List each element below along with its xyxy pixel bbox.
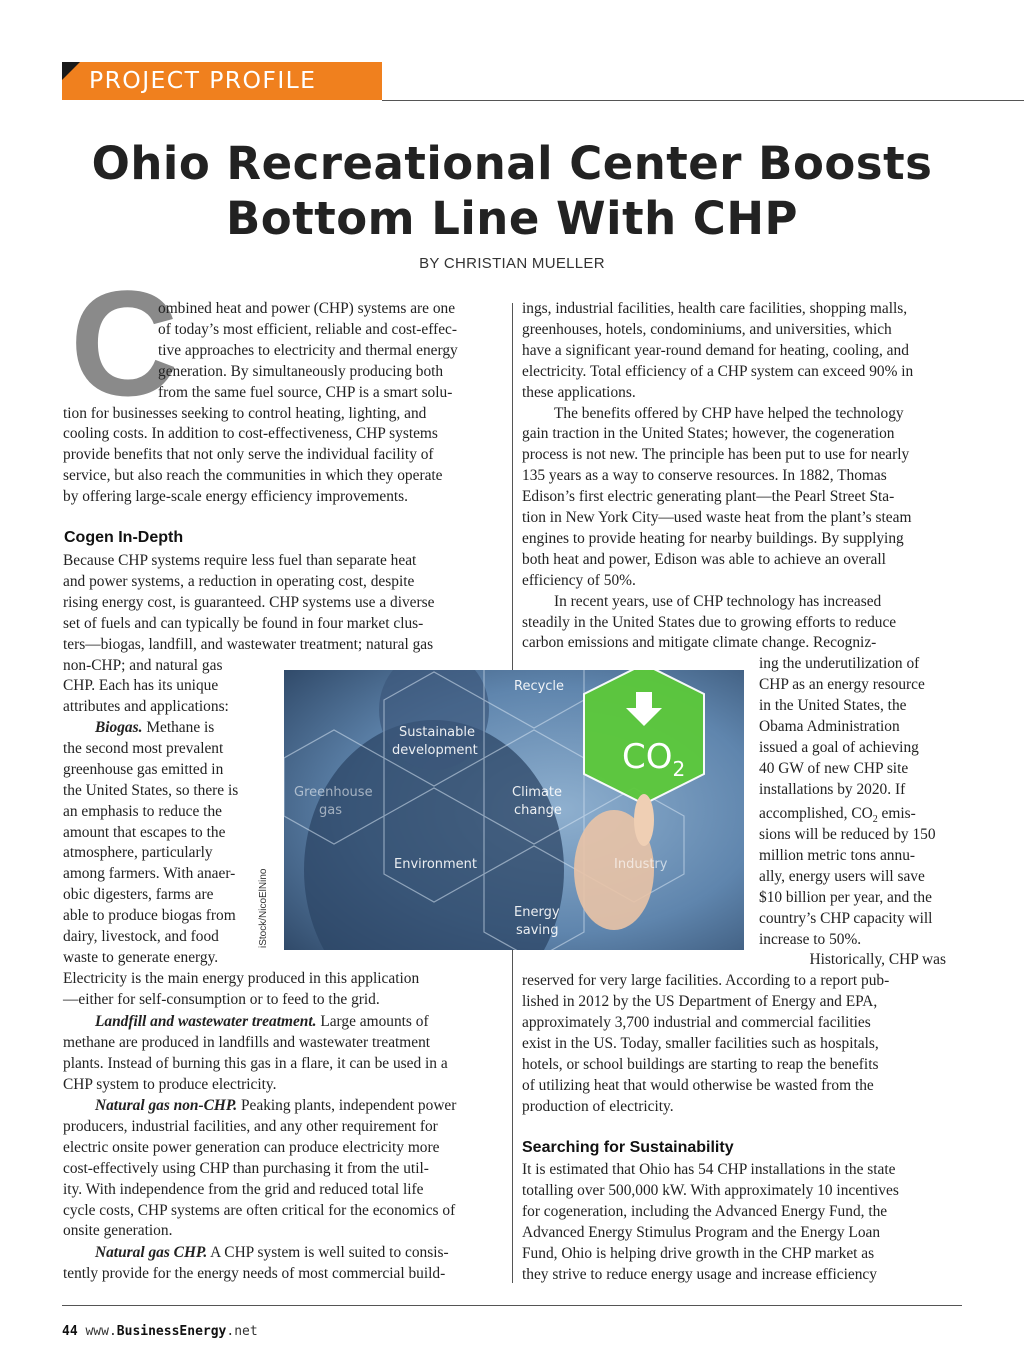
text-line: Historically, CHP was xyxy=(809,951,946,969)
text-line: hotels, or school buildings are starting to reap the benefits xyxy=(522,1055,879,1073)
title-line-2: Bottom Line With CHP xyxy=(226,192,798,245)
hex-label-gas: gas xyxy=(319,803,342,818)
run-in-heading: Biogas. xyxy=(95,719,143,736)
article-title xyxy=(0,136,1024,246)
text-line: carbon emissions and mitigate climate change. Recogniz- xyxy=(522,634,877,652)
text-line: generation. By simultaneously producing both xyxy=(158,362,444,380)
text-line: methane are produced in landfills and wastewater treatment xyxy=(63,1033,431,1051)
text-line: exist in the US. Today, smaller facilities such as hospitals, xyxy=(522,1035,879,1052)
hex-label-industry: Industry xyxy=(614,857,668,872)
text-line: tion in New York City—used waste heat from the plant’s steam xyxy=(522,509,912,526)
text-line: ity. With independence from the grid and reduced total life xyxy=(63,1180,424,1198)
text-line: Edison’s first electric generating plant—the Pearl Street Sta- xyxy=(522,488,895,506)
text-line: CHP. Each has its unique xyxy=(63,677,219,695)
text-line: they strive to reduce energy usage and increase efficiency xyxy=(522,1265,877,1283)
run-in-heading: Landfill and wastewater treatment. xyxy=(95,1013,317,1030)
text-line: producers, industrial facilities, and any other requirement for xyxy=(63,1117,438,1135)
text-line: In recent years, use of CHP technology has increased xyxy=(554,592,882,610)
text-line: by offering large-scale energy efficiency improvements. xyxy=(63,488,409,506)
footer-rule xyxy=(62,1305,962,1306)
drop-cap: C xyxy=(70,259,179,427)
text-line: Advanced Energy Stimulus Program and the Energy Loan xyxy=(522,1223,881,1241)
text-line: million metric tons annu- xyxy=(759,846,916,864)
text-line: electricity. Total efficiency of a CHP system can exceed 90% in xyxy=(522,362,914,380)
tag-corner-triangle xyxy=(62,62,80,80)
text-line xyxy=(95,1096,456,1117)
text-line: reserved for very large facilities. According to a report pub- xyxy=(522,972,890,990)
text-line: dairy, livestock, and food xyxy=(63,928,219,945)
hex-label-environment: Environment xyxy=(394,857,478,872)
text-line: totalling over 500,000 kW. With approximately 10 incentives xyxy=(522,1181,899,1199)
text-line: The benefits offered by CHP have helped the technology xyxy=(554,404,904,422)
text-line: —either for self-consumption or to feed to the grid. xyxy=(63,990,380,1008)
heading-sustainability: Searching for Sustainability xyxy=(522,1139,734,1156)
photo-illustration xyxy=(284,670,744,950)
text-line: greenhouses, hotels, condominiums, and universities, which xyxy=(522,320,892,338)
heading-cogen: Cogen In-Depth xyxy=(64,529,184,546)
text-line: ombined heat and power (CHP) systems are one xyxy=(158,300,456,317)
text-line: provide benefits that not only serve the individual facility of xyxy=(63,446,434,464)
text-line: ings, industrial facilities, health care facilities, shopping malls, xyxy=(522,300,908,317)
text-line: in the United States, the xyxy=(759,697,907,715)
hex-label-sustainable: Sustainable xyxy=(399,725,476,740)
text-line: atmosphere, particularly xyxy=(63,844,213,862)
text-line: non-CHP; and natural gas xyxy=(63,656,223,674)
text-line: issued a goal of achieving xyxy=(759,738,919,756)
section-tag: PROJECT PROFILE xyxy=(89,66,317,94)
text-line-rest: Peaking plants, independent power xyxy=(237,1097,457,1114)
text-line: tently provide for the energy needs of most commercial build- xyxy=(63,1264,446,1282)
text-line: 40 GW of new CHP site xyxy=(759,759,909,777)
text-line: country’s CHP capacity will xyxy=(759,909,933,927)
text-line-rest: Large amounts of xyxy=(316,1013,429,1030)
text-line: rising energy cost, is guaranteed. CHP systems use a diverse xyxy=(63,593,435,611)
text-line: tion for businesses seeking to control heating, lighting, and xyxy=(63,404,427,422)
text-line: onsite generation. xyxy=(63,1222,173,1240)
co2-subscript: 2 xyxy=(872,814,878,826)
text-line: greenhouse gas emitted in xyxy=(63,760,224,778)
text-line: for cogeneration, including the Advanced Energy Fund, the xyxy=(522,1202,888,1220)
byline: BY CHRISTIAN MUELLER xyxy=(419,255,605,272)
text-line: of today’s most efficient, reliable and cost-effec- xyxy=(158,320,458,338)
text-line: obic digesters, farms are xyxy=(63,886,214,904)
site-name: BusinessEnergy xyxy=(116,1324,227,1339)
text-line: from the same fuel source, CHP is a smart solu- xyxy=(158,383,453,401)
text-line: engines to provide heating for nearby buildings. By supplying xyxy=(522,529,904,547)
text-line: production of electricity. xyxy=(522,1097,674,1115)
text-line: and power systems, a reduction in operating cost, despite xyxy=(63,572,415,590)
text-line: gain traction in the United States; however, the cogeneration xyxy=(522,425,895,443)
text-line: $10 billion per year, and the xyxy=(759,888,932,906)
text-line: an emphasis to reduce the xyxy=(63,802,222,820)
text-line: cooling costs. In addition to cost-effectiveness, CHP systems xyxy=(63,425,438,443)
site-suffix: .net xyxy=(226,1324,258,1339)
text-line: It is estimated that Ohio has 54 CHP installations in the state xyxy=(522,1161,896,1178)
text-line: sions will be reduced by 150 xyxy=(759,826,936,843)
hex-label-saving: saving xyxy=(516,923,559,938)
climate-photo xyxy=(284,670,744,950)
text-line: able to produce biogas from xyxy=(63,907,236,925)
text-line: amount that escapes to the xyxy=(63,823,226,841)
text-line: waste to generate energy. xyxy=(63,948,219,966)
text-line: among farmers. With anaer- xyxy=(63,865,236,883)
hex-label-greenhouse: Greenhouse xyxy=(294,785,373,800)
text-line: plants. Instead of burning this gas in a flare, it can be used in a xyxy=(63,1054,448,1072)
text-line: Obama Administration xyxy=(759,718,900,735)
text-line xyxy=(95,718,214,739)
text-line: lished in 2012 by the US Department of Energy and EPA, xyxy=(522,993,878,1011)
co2-line-end: emis- xyxy=(877,805,916,822)
co2-label: $CO_2$ xyxy=(622,737,686,781)
co2-line-text: accomplished, CO xyxy=(759,805,873,822)
text-line: the United States, so there is xyxy=(63,781,239,799)
text-line: CHP as an energy resource xyxy=(759,676,925,694)
text-line: Because CHP systems require less fuel than separate heat xyxy=(63,552,417,569)
text-line: tive approaches to electricity and thermal energy xyxy=(158,341,458,359)
run-in-heading: Natural gas CHP. xyxy=(95,1244,208,1261)
text-line: CHP system to produce electricity. xyxy=(63,1075,277,1093)
text-line: both heat and power, Edison was able to achieve an overall xyxy=(522,550,886,568)
page-footer xyxy=(62,1324,258,1339)
text-line: set of fuels and can typically be found in four market clus- xyxy=(63,614,424,632)
text-line: the second most prevalent xyxy=(63,739,224,757)
text-line: attributes and applications: xyxy=(63,698,229,716)
text-line xyxy=(95,1243,449,1264)
text-line: steadily in the United States due to growing efforts to reduce xyxy=(522,613,897,631)
hex-label-climate: Climate xyxy=(512,785,563,800)
text-line: increase to 50%. xyxy=(759,930,862,948)
header-rule xyxy=(382,100,1024,101)
text-line: ally, energy users will save xyxy=(759,867,925,885)
text-line: ters—biogas, landfill, and wastewater treatment; natural gas xyxy=(63,635,434,653)
text-line: ing the underutilization of xyxy=(759,655,920,673)
text-line: efficiency of 50%. xyxy=(522,571,636,589)
text-line: cost-effectively using CHP than purchasing it from the util- xyxy=(63,1159,429,1177)
text-line: electric onsite power generation can produce electricity more xyxy=(63,1138,440,1156)
text-line: process is not new. The principle has been put to use for nearly xyxy=(522,446,910,464)
text-line: cycle costs, CHP systems are often critical for the economics of xyxy=(63,1201,456,1219)
photo-credit: iStock/NicoElNino xyxy=(258,868,269,948)
text-line: approximately 3,700 industrial and commercial facilities xyxy=(522,1014,871,1032)
site-prefix: www. xyxy=(85,1324,117,1339)
text-line: these applications. xyxy=(522,383,636,401)
text-line: of utilizing heat that would otherwise be wasted from the xyxy=(522,1076,874,1094)
text-line: have a significant year-round demand for heating, cooling, and xyxy=(522,341,909,359)
text-line xyxy=(95,1012,429,1033)
text-line: Fund, Ohio is helping drive growth in the CHP market as xyxy=(522,1244,875,1262)
text-line-rest: Methane is xyxy=(142,719,215,736)
title-line-1: Ohio Recreational Center Boosts xyxy=(91,137,933,190)
hex-label-recycle: Recycle xyxy=(514,679,565,694)
page-number: 44 xyxy=(62,1324,78,1339)
hex-label-development: development xyxy=(392,743,478,758)
hex-label-energy: Energy xyxy=(514,905,560,920)
text-line: 135 years as a way to conserve resources. In 1882, Thomas xyxy=(522,467,887,485)
text-line: installations by 2020. If xyxy=(759,780,906,798)
hex-label-change: change xyxy=(514,803,562,818)
text-line-rest: A CHP system is well suited to consis- xyxy=(207,1244,449,1261)
text-line: Electricity is the main energy produced in this application xyxy=(63,969,420,987)
text-line: service, but also reach the communities in which they operate xyxy=(63,467,443,485)
run-in-heading: Natural gas non-CHP. xyxy=(95,1097,238,1114)
